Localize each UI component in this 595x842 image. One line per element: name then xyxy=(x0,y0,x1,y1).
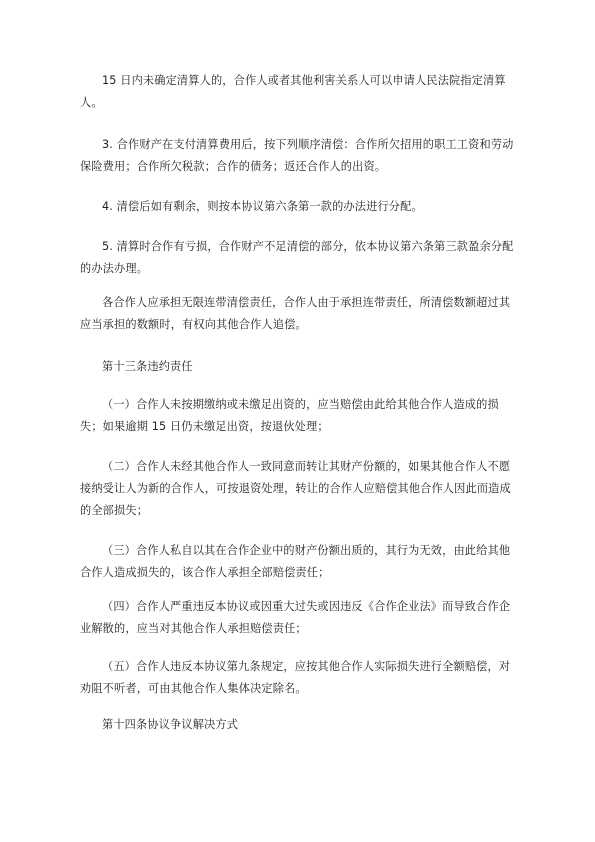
paragraph-surplus-distribution: 4. 清偿后如有剩余，则按本协议第六条第一款的办法进行分配。 xyxy=(102,200,423,213)
paragraph-loss-handling: 5. 清算时合作有亏损，合作财产不足清偿的部分，依本协议第六条第三款盈余分配的办法办理。 xyxy=(80,240,514,275)
section-heading-breach-liability: 第十三条违约责任 xyxy=(102,360,193,373)
section-heading-dispute-resolution: 第十四条协议争议解决方式 xyxy=(102,718,239,731)
clause-unauthorized-pledge: （三）合作人私自以其在合作企业中的财产份额出质的，其行为无效，由此给其他合作人造成损失的，该合作人承担全部赔偿责任； xyxy=(80,544,511,579)
clause-serious-breach: （四）合作人严重违反本协议或因重大过失或因违反《合作企业法》而导致合作企业解散的，应当对其他合作人承担赔偿责任； xyxy=(80,600,511,635)
clause-unauthorized-transfer: （二）合作人未经其他合作人一致同意而转让其财产份额的，如果其他合作人不愿接纳受让人为新的合作人，可按退资处理，转让的合作人应赔偿其他合作人因此而造成的全部损失； xyxy=(80,460,511,517)
clause-article-nine-violation: （五）合作人违反本协议第九条规定，应按其他合作人实际损失进行全额赔偿，对劝阻不听者，可由其他合作人集体决定除名。 xyxy=(80,660,511,695)
paragraph-clearing-order: 3. 合作财产在支付清算费用后，按下列顺序清偿：合作所欠招用的职工工资和劳动保险费用；合作所欠税款；合作的债务；返还合作人的出资。 xyxy=(80,138,514,173)
paragraph-clearing-deadline: 15 日内未确定清算人的，合作人或者其他利害关系人可以申请人民法院指定清算人。 xyxy=(80,74,506,109)
clause-late-contribution: （一）合作人未按期缴纳或未缴足出资的，应当赔偿由此给其他合作人造成的损失；如果逾期 15 日仍未缴足出资，按退伙处理； xyxy=(80,398,499,433)
paragraph-joint-liability: 各合作人应承担无限连带清偿责任，合作人由于承担连带责任，所清偿数额超过其应当承担的数额时，有权向其他合作人追偿。 xyxy=(80,296,511,331)
